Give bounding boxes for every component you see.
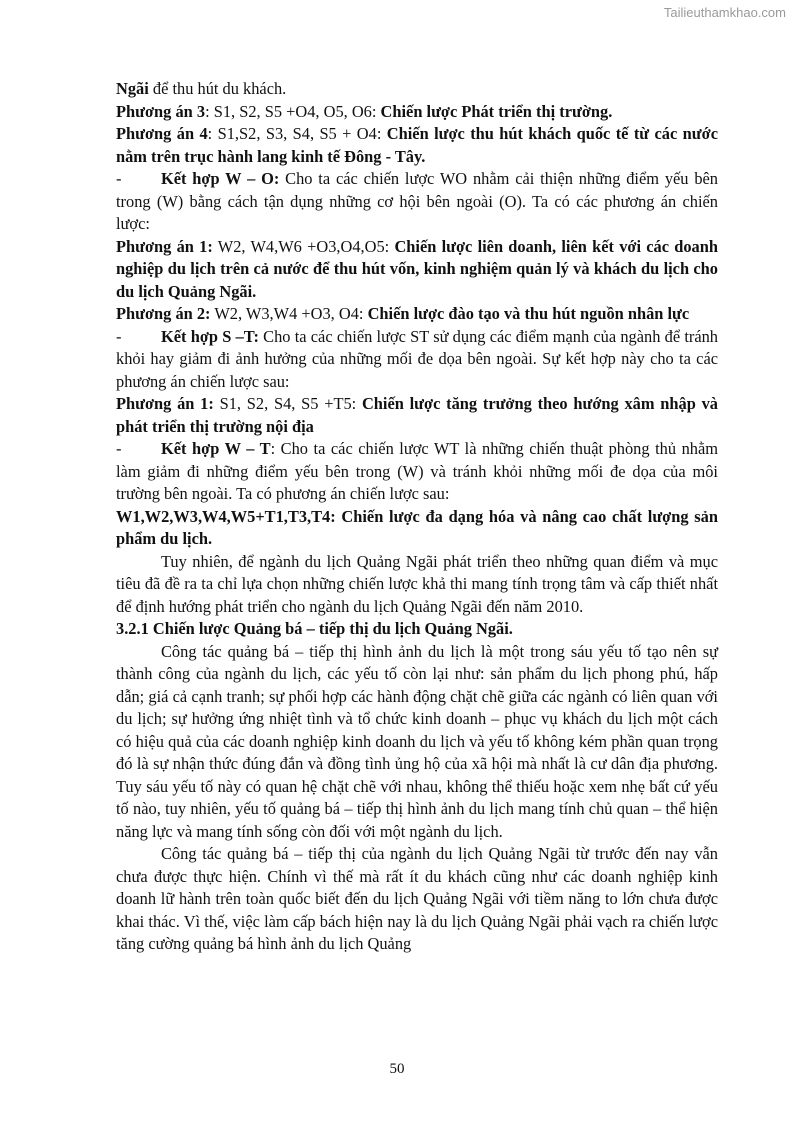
- paragraph-summary: Tuy nhiên, để ngành du lịch Quảng Ngãi phát triển theo những quan điểm và mục tiêu đã đề ra ta chỉ lựa chọn những chiến lược khả thi mang tính trọng tâm và cấp thiết nhất để định hướng phát triển cho ngành du lịch Quảng Ngãi đến năm 2010.: [116, 551, 718, 616]
- bold-text: Ngãi: [116, 79, 149, 98]
- option-factors: : S1, S2, S5 +O4, O5, O6:: [205, 101, 381, 121]
- option-factors: : S1,S2, S3, S4, S5 + O4:: [207, 124, 387, 143]
- list-dash: -: [116, 169, 122, 188]
- option-label: Phương án 1:: [116, 394, 214, 413]
- strategy-name: Chiến lược Phát triển thị trường.: [380, 101, 613, 121]
- section-heading: 3.2.1 Chiến lược Quảng bá – tiếp thị du lịch Quảng Ngãi.: [116, 619, 513, 638]
- list-dash: -: [116, 326, 122, 346]
- option-label: Phương án 2:: [116, 304, 211, 323]
- combination-title: Kết hợp W – T: [161, 439, 271, 458]
- strategy-name: Chiến lược liên doanh, liên kết với các doanh nghiệp du lịch trên cả nước để thu hút vốn, kinh nghiệm quản lý và khách du lịch cho du lịch Quảng Ngãi.: [116, 236, 718, 301]
- combination-st: [116, 326, 718, 394]
- option-factors: S1, S2, S4, S5 +T5:: [213, 394, 362, 413]
- option-factors: W2, W3,W4 +O3, O4:: [210, 304, 368, 323]
- combination-wo: [116, 168, 718, 236]
- option-3: [116, 101, 718, 124]
- strategy-name: Chiến lược thu hút khách quốc tế từ các nước nằm trên trục hành lang kinh tế Đông - Tây.: [116, 124, 718, 166]
- option-4: [116, 123, 718, 168]
- option-label: Phương án 4: [116, 124, 208, 143]
- option-label: Phương án 1:: [116, 236, 213, 256]
- paragraph-current-state: Công tác quảng bá – tiếp thị của ngành du lịch Quảng Ngãi từ trước đến nay vẫn chưa được thực hiện. Chính vì thế mà rất ít du khách cũng như các doanh nghiệp kinh doanh lữ hành trên toàn quốc biết đến du lịch Quảng Ngãi với tiềm năng to lớn chưa được khai thác. Vì thế, việc làm cấp bách hiện nay là du lịch Quảng Ngãi phải vạch ra chiến lược tăng cường quảng bá hình ảnh du lịch Quảng: [116, 844, 718, 953]
- combination-title: Kết hợp W – O:: [161, 169, 280, 188]
- paragraph-continuation: [116, 78, 718, 101]
- body-text: Cho ta các chiến lược WO nhằm cải thiện những điểm yếu bên trong (W) bằng cách tận dụng những cơ hội bên ngoài (O). Ta có các phương án chiến lược:: [116, 169, 718, 233]
- option-factors: W2, W4,W6 +O3,O4,O5:: [212, 236, 395, 256]
- combination-title: Kết hợp S –T:: [161, 326, 259, 346]
- watermark: Tailieuthamkhao.com: [663, 5, 786, 20]
- body-text: : Cho ta các chiến lược WT là những chiến thuật phòng thủ nhằm làm giảm đi những điểm yếu bên trong (W) và tránh khỏi những mối đe dọa của môi trường bên ngoài. Ta có phương án chiến lược sau:: [116, 439, 718, 503]
- strategy-name: Chiến lược tăng trưởng theo hướng xâm nhập và phát triển thị trường nội địa: [116, 394, 718, 436]
- page-number: 50: [389, 1061, 405, 1077]
- option-label: Phương án 3: [116, 101, 206, 121]
- strategy-name: Chiến lược đào tạo và thu hút nguồn nhân lực: [367, 304, 690, 323]
- paragraph-promotion: Công tác quảng bá – tiếp thị hình ảnh du lịch là một trong sáu yếu tố tạo nên sự thành công của ngành du lịch, các yếu tố còn lại như: sản phẩm du lịch phong phú, hấp dẫn; giá cả cạnh tranh; sự phối hợp các hành động chặt chẽ giữa các ngành có liên quan với du lịch; sự hưởng ứng nhiệt tình và tổ chức kinh doanh – phục vụ khách du lịch một cách có hiệu quả của các doanh nghiệp kinh doanh du lịch và yếu tố không kém phần quan trọng đó là sự nhận thức đúng đắn và đồng tình ủng hộ của xã hội mà nhất là cư dân địa phương. Tuy sáu yếu tố này có quan hệ chặt chẽ với nhau, không thể thiếu hoặc xem nhẹ bất cứ yếu tố nào, tuy nhiên, yếu tố quảng bá – tiếp thị hình ảnh du lịch mang tính chủ quan – thể hiện năng lực và mang tính sống còn đối với một ngành du lịch.: [116, 641, 718, 841]
- page-body: [116, 78, 718, 956]
- st-option-1: [116, 393, 718, 438]
- wt-option: W1,W2,W3,W4,W5+T1,T3,T4: Chiến lược đa dạng hóa và nâng cao chất lượng sản phẩm du lịch.: [116, 506, 718, 548]
- body-text: để thu hút du khách.: [148, 79, 287, 98]
- body-text: Cho ta các chiến lược ST sử dụng các điểm mạnh của ngành để tránh khỏi hay giảm đi ảnh hưởng của những mối đe dọa bên ngoài. Sự kết hợp này cho ta các phương án chiến lược sau:: [116, 326, 718, 391]
- list-dash: -: [116, 439, 122, 458]
- wo-option-1: [116, 236, 718, 304]
- wo-option-2: [116, 303, 718, 326]
- combination-wt: [116, 438, 718, 506]
